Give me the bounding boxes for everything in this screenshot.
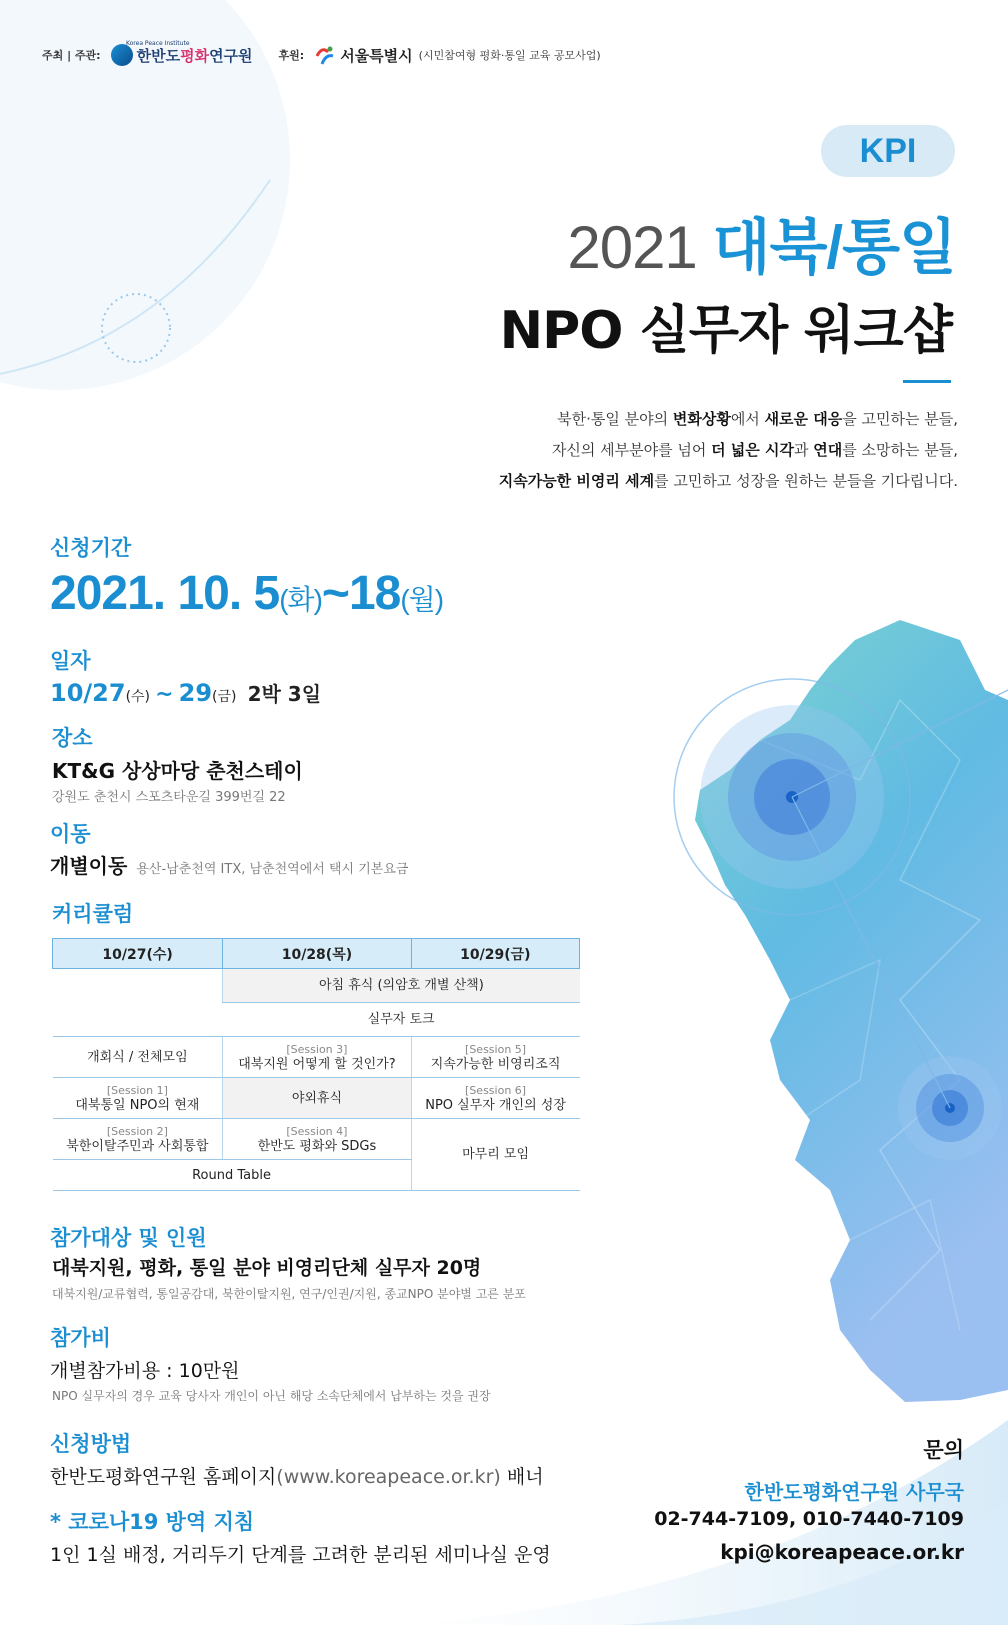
host-org-part-b: 평화 bbox=[180, 46, 210, 65]
title-line-1 bbox=[567, 200, 956, 286]
sponsor-org: 서울특별시 bbox=[340, 46, 413, 65]
seoul-logo-icon bbox=[314, 44, 336, 66]
session1-title: 대북통일 NPO의 현재 bbox=[75, 1098, 200, 1113]
participants-note: 대북지원/교류협력, 통일공감대, 북한이탈지원, 연구/인권/지원, 종교NPO 분야별 고른 분포 bbox=[52, 1287, 526, 1301]
session6-tag: [Session 6] bbox=[465, 1084, 527, 1097]
table-row bbox=[53, 1078, 580, 1119]
col-day1: 10/27(수) bbox=[53, 939, 223, 969]
contact-heading: 문의 bbox=[923, 1438, 964, 1462]
method-main-c: 배너 bbox=[500, 1466, 544, 1488]
event-duration: 2박 3일 bbox=[247, 682, 322, 706]
table-row bbox=[53, 1037, 580, 1078]
talk-cell: 실무자 토크 bbox=[223, 1003, 580, 1037]
host-org-part-a: 한반도 bbox=[136, 46, 181, 65]
intro-l1-c: 에서 bbox=[730, 410, 765, 428]
session5-tag: [Session 5] bbox=[465, 1043, 527, 1056]
session4-title: 한반도 평화와 SDGs bbox=[257, 1139, 377, 1154]
session3-title: 대북지원 어떻게 할 것인가? bbox=[238, 1057, 396, 1072]
covid-heading: * 코로나19 방역 지침 bbox=[50, 1510, 255, 1534]
closing-cell: 마무리 모임 bbox=[411, 1119, 579, 1191]
host-org-part-c: 연구원 bbox=[209, 46, 253, 65]
intro-line-3 bbox=[499, 466, 958, 497]
apply-tilde: ~ bbox=[321, 567, 349, 620]
intro-l2-c: 과 bbox=[794, 441, 814, 459]
session2-title: 북한이탈주민과 사회통합 bbox=[66, 1139, 209, 1154]
contact-email: kpi@koreapeace.or.kr bbox=[720, 1540, 964, 1564]
session3-cell bbox=[223, 1037, 411, 1078]
travel-info bbox=[50, 850, 408, 879]
session6-cell bbox=[411, 1078, 579, 1119]
apply-period-heading: 신청기간 bbox=[50, 536, 132, 560]
col-day2: 10/28(목) bbox=[223, 939, 411, 969]
contact-org: 한반도평화연구원 사무국 bbox=[744, 1480, 964, 1504]
travel-main: 개별이동 bbox=[50, 854, 128, 878]
intro-l1-d: 새로운 대응 bbox=[764, 410, 843, 428]
fee-heading: 참가비 bbox=[50, 1326, 111, 1350]
host-label: 주최 | 주관: bbox=[42, 49, 101, 62]
empty-cell bbox=[53, 969, 223, 1037]
col-day3: 10/29(금) bbox=[411, 939, 579, 969]
session1-tag: [Session 1] bbox=[106, 1084, 168, 1097]
intro-l2-e: 를 소망하는 분들, bbox=[842, 441, 958, 459]
kpi-badge: KPI bbox=[821, 125, 955, 177]
session4-tag: [Session 4] bbox=[286, 1125, 348, 1138]
event-dates bbox=[50, 678, 321, 707]
title-underline bbox=[903, 380, 951, 383]
fee-main: 개별참가비용 : 10만원 bbox=[50, 1360, 240, 1382]
venue-address: 강원도 춘천시 스포츠타운길 399번길 22 bbox=[52, 790, 286, 805]
intro-l3-b: 를 고민하고 성장을 원하는 분들을 기다립니다. bbox=[654, 472, 958, 490]
round-table-cell: Round Table bbox=[53, 1160, 412, 1191]
apply-end: 18 bbox=[348, 567, 401, 620]
apply-start: 2021. 10. 5 bbox=[50, 567, 280, 620]
intro-l1-e: 을 고민하는 분들, bbox=[842, 410, 958, 428]
venue-heading: 장소 bbox=[52, 726, 93, 750]
intro-l2-b: 더 넓은 시각 bbox=[711, 441, 794, 459]
intro-line-2 bbox=[499, 435, 958, 466]
event-end-day: (금) bbox=[212, 689, 237, 705]
title-year: 2021 bbox=[567, 214, 697, 281]
opening-cell: 개회식 / 전체모임 bbox=[53, 1037, 223, 1078]
intro-l2-d: 연대 bbox=[813, 441, 843, 459]
host-org-small: Korea Peace Institute bbox=[126, 40, 190, 47]
morning-cell: 아침 휴식 (의암호 개별 산책) bbox=[223, 969, 580, 1003]
session5-title: 지속가능한 비영리조직 bbox=[430, 1057, 561, 1072]
session3-tag: [Session 3] bbox=[286, 1043, 348, 1056]
event-tilde: ~ bbox=[155, 682, 174, 707]
travel-heading: 이동 bbox=[50, 822, 91, 846]
outdoor-cell: 야외휴식 bbox=[223, 1078, 411, 1119]
event-start-day: (수) bbox=[125, 689, 151, 705]
title-topic: 대북/통일 bbox=[712, 214, 956, 281]
title-line-2: NPO 실무자 워크샵 bbox=[499, 301, 952, 361]
table-row bbox=[53, 1119, 580, 1160]
session2-cell bbox=[53, 1119, 223, 1160]
method-main bbox=[50, 1462, 544, 1489]
sponsor-label: 후원: bbox=[278, 49, 305, 62]
method-heading: 신청방법 bbox=[50, 1432, 132, 1456]
event-end: 29 bbox=[178, 679, 213, 707]
header-sponsors bbox=[42, 44, 601, 66]
intro-text bbox=[499, 404, 958, 497]
table-row bbox=[53, 969, 580, 1003]
intro-l1-a: 북한·통일 분야의 bbox=[557, 410, 673, 428]
fee-note: NPO 실무자의 경우 교육 당사자 개인이 아닌 해당 소속단체에서 납부하는 것을 권장 bbox=[52, 1389, 491, 1403]
curriculum-header-row bbox=[53, 939, 580, 969]
intro-line-1 bbox=[499, 404, 958, 435]
event-start: 10/27 bbox=[50, 679, 126, 707]
session5-cell bbox=[411, 1037, 579, 1078]
session2-tag: [Session 2] bbox=[106, 1125, 168, 1138]
session4-cell bbox=[223, 1119, 411, 1160]
intro-l1-b: 변화상황 bbox=[672, 410, 731, 428]
kpi-logo-icon bbox=[111, 44, 133, 66]
apply-period-dates bbox=[50, 566, 443, 621]
dates-heading: 일자 bbox=[50, 649, 91, 673]
covid-main: 1인 1실 배정, 거리두기 단계를 고려한 분리된 세미나실 운영 bbox=[50, 1544, 551, 1566]
participants-main: 대북지원, 평화, 통일 분야 비영리단체 실무자 20명 bbox=[52, 1257, 482, 1279]
session6-title: NPO 실무자 개인의 성장 bbox=[425, 1098, 566, 1113]
host-org bbox=[137, 45, 253, 66]
participants-heading: 참가대상 및 인원 bbox=[50, 1226, 207, 1250]
apply-end-day: (월) bbox=[400, 584, 444, 615]
method-url: (www.koreapeace.or.kr) bbox=[276, 1466, 501, 1488]
travel-note: 용산-남춘천역 ITX, 남춘천역에서 택시 기본요금 bbox=[136, 862, 409, 877]
sponsor-note: (시민참여형 평화·통일 교육 공모사업) bbox=[418, 49, 601, 62]
venue-name: KT&G 상상마당 춘천스테이 bbox=[52, 759, 303, 783]
contact-phone: 02-744-7109, 010-7440-7109 bbox=[654, 1508, 964, 1530]
session1-cell bbox=[53, 1078, 223, 1119]
intro-l3-a: 지속가능한 비영리 세계 bbox=[498, 472, 655, 490]
intro-l2-a: 자신의 세부분야를 넘어 bbox=[551, 441, 712, 459]
method-main-a: 한반도평화연구원 홈페이지 bbox=[50, 1466, 277, 1488]
curriculum-table bbox=[52, 938, 580, 1191]
curriculum-heading: 커리큘럼 bbox=[52, 902, 134, 926]
apply-start-day: (화) bbox=[279, 584, 322, 615]
